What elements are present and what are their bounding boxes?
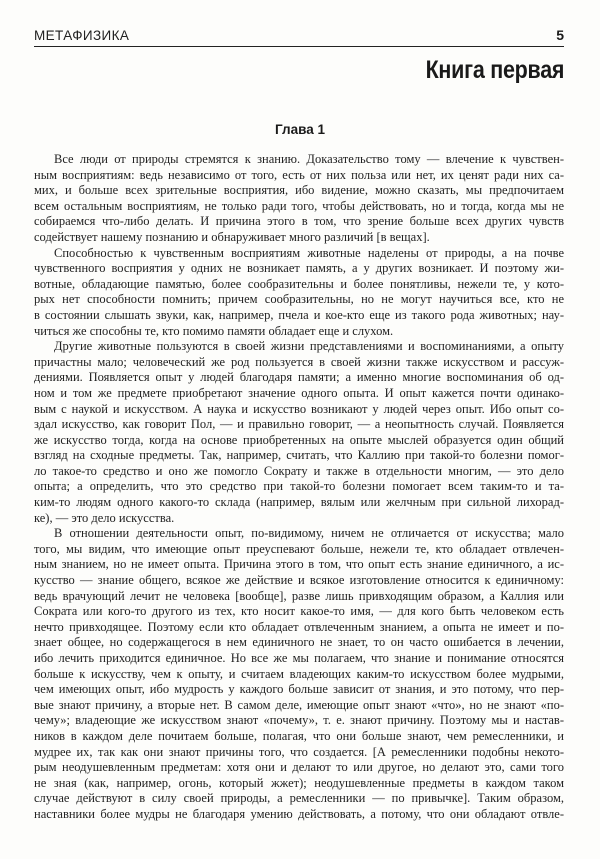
text-line: случае действуют в силу своей природы, а ремесленники — по привычке]. Таким образом, [34,791,564,806]
text-line: больше к искусству, чем к опыту, и считаем владеющих каким-то искусством более мудрыми, [34,666,564,681]
text-line: мих, и больше всех зрительные восприятия, ибо видение, можно сказать, мы предпочитаем [34,183,564,198]
text-line: чем имеющих опыт, ибо мудрость у каждого больше зависит от знания, и это потому, что пер- [34,682,564,697]
text-line: ведь врачующий лечит не человека [вообще], разве лишь привходящим образом, а Каллия или [34,588,564,603]
text-line: чему»; владеющие же искусством знают «почему», т. е. знают причину. Поэтому мы и настав- [34,713,564,728]
text-line: ло такое-то средство и оно же помогло Сократу и также в отдельности многим, — это дело [34,463,564,478]
text-line: ным знанием, но не имеет опыта. Причина этого в том, что опыт есть знание единичного, а ис- [34,557,564,572]
text-line: вые знают причину, а вторые нет. В самом деле, имеющие опыт знают «что», но не знают «по- [34,697,564,712]
page-number: 5 [556,27,564,43]
text-line: кусство — знание общего, всякое же действие и всякое изготовление относится к единичному: [34,573,564,588]
body-text [34,152,564,823]
text-line: Другие животные пользуются в своей жизни представлениями и воспоминаниями, а опыту [54,339,564,354]
text-line: вым с наукой и искусством. А наука и искусство возникают у людей через опыт. Ибо опыт со- [34,401,564,416]
text-line: мудрее их, так как они знают причины того, что создается. [А ремесленники подобны некото- [34,744,564,759]
text-line: ников в каждом деле почитаем больше, полагая, что они больше знают, чем ремесленники, и [34,728,564,743]
book-title: Книга первая [425,56,564,84]
text-line: Все люди от природы стремятся к знанию. Доказательство тому — влечение к чувствен- [54,152,564,166]
text-line: содействует нашему познанию и обнаруживает много различий [в вещах]. [34,229,430,244]
text-line: Сократа или кого-то другого из тех, кто носит какое-то имя, — для кого быть человеком есть [34,604,564,619]
paragraph [34,152,564,246]
text-line: вотные, обладающие памятью, более сообразительны и более понятливы, нежели те, у кото- [34,276,564,291]
chapter-title: Глава 1 [275,122,325,137]
text-line: наставники более мудры не благодаря умению действовать, а потому, что они обладают отвле- [34,806,564,821]
text-line: ным восприятиям: ведь независимо от того, есть от них польза или нет, их ценят ради них са- [34,167,564,182]
text-line: В отношении деятельности опыт, по-видимому, ничем не отличается от искусства; мало [54,526,564,541]
text-line: рых нет способности помнить; причем сообразительны, но не могут научиться все, кто не [34,292,564,307]
text-line: нечто привходящее. Поэтому если кто обладает отвлеченным знанием, а опыта не имеет и по- [34,619,564,634]
text-line: ке), — это дело искусства. [34,510,175,525]
text-line: не зная (как, например, огонь, который жжет); неодушевленные предметы в каждом таком [34,775,564,790]
paragraph [34,339,564,526]
text-line: дениями. Появляется опыт у людей благодаря памяти; а именно многие воспоминания об од- [34,370,564,385]
text-line: ном и том же предмете приобретают значение одного опыта. И опыт кажется почти одинако- [34,385,564,400]
text-line: читься же способны те, кто помимо памяти обладает еще и слухом. [34,323,394,338]
text-line: всем остальным восприятиям, не только ради того, чтобы действовать, но и тогда, когда мы не [34,198,564,213]
paragraph [34,246,564,340]
text-line: же искусство тогда, когда на основе приобретенных на опыте мыслей образуется один общий [34,432,564,447]
text-line: чувственного восприятия у одних не возникает память, а у других возникает. И поэтому жи- [34,261,564,276]
page-header [34,24,564,47]
text-line: того, мы видим, что имеющие опыт преуспевают больше, нежели те, кто обладает отвлечен- [34,541,564,556]
text-line: взгляд на сходные предметы. Так, например, считать, что Каллию при такой-то болезни помог- [34,448,564,463]
text-line: опыта; а определить, что это средство при такой-то болезни помогает всем таким-то и та- [34,479,564,494]
text-line: в состоянии слышать звуки, как, например, пчела и кое-кто еще из такого рода животных; нау- [34,307,564,322]
text-line: ибо лечить приходится единичное. Но все же мы полагаем, что знание и понимание относятся [34,651,564,665]
text-line: Способностью к чувственным восприятиям животные наделены от природы, а на почве [54,245,564,260]
paragraph [34,526,564,822]
text-line: рым неодушевленным предметам: хотя они и делают то или другое, но делают это, сами того [34,760,564,775]
text-line: здал искусство, как говорит Пол, — и правильно говорит, — а неопытность случай. Появляется [34,417,564,432]
text-line: собираемся что-либо делать. И причина этого в том, что зрение больше всех других чувств [34,214,564,229]
text-line: знает общее, но содержащегося в нем единичного не знает, то он часто ошибается в лечении, [34,635,564,650]
running-title: МЕТАФИЗИКА [34,28,130,43]
text-line: причастны мало; человеческий же род пользуется в своей жизни также искусством и рассуж- [34,354,564,369]
text-line: ким-то людям одного какого-то склада (например, вялым или желчным при сильной лихорад- [34,495,564,510]
